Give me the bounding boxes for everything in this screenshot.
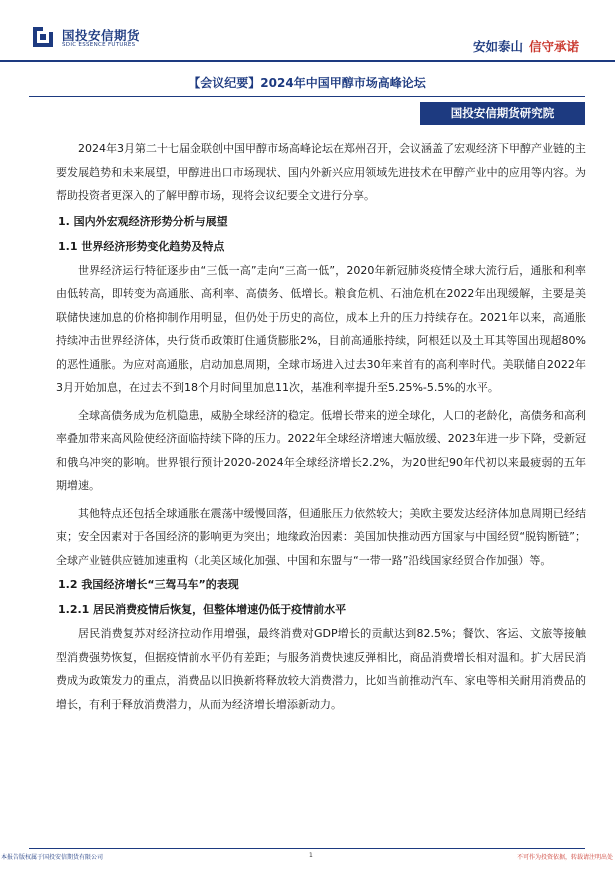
section-heading-1-2-1: 1.2.1 居民消费疫情后恢复，但整体增速仍低于疫情前水平 bbox=[58, 603, 347, 616]
section-heading-1-2: 1.2 我国经济增长“三驾马车”的表现 bbox=[58, 578, 239, 591]
section-heading-1: 1. 国内外宏观经济形势分析与展望 bbox=[58, 214, 228, 228]
department-badge: 国投安信期货研究院 bbox=[420, 102, 585, 125]
paragraph-4: 居民消费复苏对经济拉动作用增强，最终消费对GDP增长的贡献达到82.5%；餐饮、客运、文旅等接触型消费强势恢复，但据疫情前水平仍有差距；与服务消费快速反弹相比，商品消费增长相对温和。扩大居民消费成为政策发力的重点，消费品以旧换新将释放较大消费潜力，比如当前推动汽车、家电等相关耐用消费品的增长，有利于释放消费潜力，从而为经济增长增添新动力。 bbox=[56, 627, 586, 711]
header-divider bbox=[0, 60, 615, 62]
document-body bbox=[56, 137, 586, 716]
paragraph-2: 全球高债务成为危机隐患，威胁全球经济的稳定。低增长带来的逆全球化，人口的老龄化，高债务和高利率叠加带来高风险使经济面临持续下降的压力。2022年全球经济增速大幅放缓、2023年进一步下降，受新冠和俄乌冲突的影响。世界银行预计2020-2024年全球经济增长2.2%，为20世纪90年代初以来最疲弱的五年期增速。 bbox=[56, 408, 586, 492]
footer-disclaimer: 不可作为投资依据，转载请注明出处 bbox=[516, 854, 613, 861]
section-heading-1-1: 1.1 世界经济形势变化趋势及特点 bbox=[58, 239, 225, 253]
document-title: 【会议纪要】2024年中国甲醇市场高峰论坛 bbox=[188, 76, 426, 90]
intro-paragraph: 2024年3月第二十七届金联创中国甲醇市场高峰论坛在郑州召开，会议涵盖了宏观经济下甲醇产业链的主要发展趋势和未来展望，甲醇进出口市场现状、国内外新兴应用领域先进技术在甲醇产业中的应用等内容。为帮助投资者更深入的了解甲醇市场，现将会议纪要全文进行分享。 bbox=[56, 142, 586, 202]
header-slogan bbox=[473, 37, 579, 55]
footer-divider bbox=[29, 848, 585, 849]
logo-name-cn: 国投安信期货 bbox=[62, 28, 141, 43]
slogan-part-a: 安如泰山 bbox=[472, 39, 523, 54]
page-number: 1 bbox=[309, 852, 313, 859]
title-bar bbox=[29, 68, 585, 97]
paragraph-3: 其他特点还包括全球通胀在震荡中缓慢回落，但通胀压力依然较大；美欧主要发达经济体加息周期已经结束；安全因素对于各国经济的影响更为突出；地缘政治因素：美国加快推动西方国家与中国经贸“脱钩断链”；全球产业链供应链加速重构（北美区域化加强、中国和东盟与“一带一路”沿线国家经贸合作加强）等。 bbox=[56, 506, 586, 567]
slogan-part-b: 信守承诺 bbox=[528, 39, 579, 54]
logo-name-en: SDIC ESSENCE FUTURES bbox=[62, 42, 136, 48]
company-logo-icon bbox=[33, 27, 53, 47]
paragraph-1: 世界经济运行特征逐步由“三低一高”走向“三高一低”，2020年新冠肺炎疫情全球大流行后，通胀和利率由低转高，即转变为高通胀、高利率、高债务、低增长。粮食危机、石油危机在2022年出现缓解，主要是美联储快速加息的价格抑制作用明显，但仍处于历史的高位，成本上升的压力持续存在。2021年以来，高通胀持续冲击世界经济体，央行货币政策盯住通货膨胀2%，目前高通胀持续，阿根廷以及土耳其等国出现超80%的恶性通胀。为应对高通胀，启动加息周期，全球市场进入过去30年来首有的高利率时代。美联储自2022年3月开始加息，在过去不到18个月时间里加息11次，基准利率提升至5.25%-5.5%的水平。 bbox=[56, 263, 586, 394]
footer-copyright: 本报告版权属于国投安信期货有限公司 bbox=[1, 854, 104, 861]
page-header bbox=[0, 0, 615, 62]
